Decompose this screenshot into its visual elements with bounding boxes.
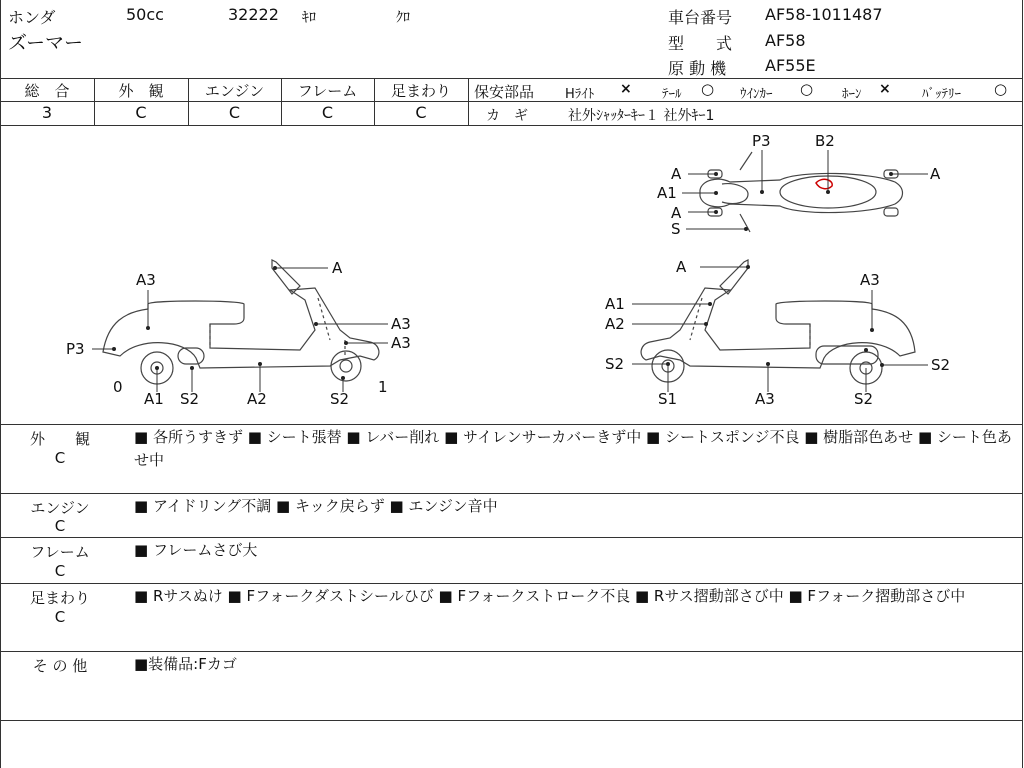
label-left-s2-wheel: S2 — [330, 390, 350, 408]
frame-no: AF58-1011487 — [765, 5, 883, 24]
label-right-a1: A1 — [605, 295, 625, 313]
grade-exterior-value: C — [135, 103, 147, 122]
color: ｸﾛ — [396, 10, 410, 26]
key-label: カ ギ — [486, 108, 528, 124]
section-frame-label: フレーム — [30, 543, 90, 561]
section-exterior-text: ■ 各所うすきず ■ シート張替 ■ レバー削れ ■ サイレンサーカバーきず中 ■ シートスポンジ不良 ■ 樹脂部色あせ ■ シート色あせ中 — [134, 428, 1012, 469]
label-left-a1: A1 — [144, 390, 164, 408]
label-top-a1: A1 — [657, 184, 677, 202]
grade-engine-label: エンジン — [204, 82, 265, 100]
label-left-a3-front: A3 — [391, 315, 411, 333]
label-left-1: 1 — [378, 378, 388, 396]
section-other-text: ■装備品:Fカゴ — [134, 655, 237, 673]
label-top-b2: B2 — [815, 132, 835, 150]
safety-item-winker: ｳｲﾝｶｰ — [740, 87, 773, 102]
label-top-a-right: A — [930, 165, 941, 183]
grade-exterior-label: 外 観 — [118, 82, 164, 100]
label-right-a2: A2 — [605, 315, 625, 333]
safety-item-battery: ﾊﾞｯﾃﾘｰ — [922, 87, 961, 102]
maker: ホンダ — [8, 8, 56, 27]
mileage: 32222 — [228, 5, 279, 24]
section-suspension-label: 足まわり — [29, 589, 90, 607]
section-suspension-grade: C — [54, 608, 66, 626]
label-left-s2-muffler: S2 — [180, 390, 200, 408]
label-right-s2-muffler: S2 — [931, 356, 951, 374]
label-left-a-handle: A — [332, 259, 343, 277]
safety-item-tail: ﾃｰﾙ — [662, 87, 682, 102]
grade-table-mid — [0, 101, 468, 102]
damage-mark-b2 — [816, 179, 832, 188]
type-label: 型 式 — [668, 34, 733, 53]
section-suspension-text: ■ Rサスぬけ ■ Fフォークダストシールひび ■ Fフォークストローク不良 ■ Rサス摺動部さび中 ■ Fフォーク摺動部さび中 — [134, 587, 966, 605]
section-exterior-label: 外 観 — [29, 430, 90, 448]
safety-label: 保安部品 — [474, 83, 535, 101]
key-value: 社外ｼｬｯﾀｰｷｰ１ 社外ｷｰ1 — [568, 108, 715, 124]
frame-right-border — [1022, 0, 1023, 768]
section-engine-grade: C — [54, 517, 66, 535]
label-right-a3-seat: A3 — [860, 271, 880, 289]
section-exterior-grade: C — [54, 449, 66, 467]
grade-suspension-label: 足まわり — [390, 82, 451, 100]
section-frame-grade: C — [54, 562, 66, 580]
mileage-unit: ｷﾛ — [302, 10, 316, 26]
safety-mark-tail: ○ — [701, 80, 715, 98]
label-left-a3-fender: A3 — [391, 334, 411, 352]
label-left-p3: P3 — [66, 340, 85, 358]
scooter-top-view — [700, 152, 903, 232]
grade-table-top — [0, 78, 1023, 79]
safety-mark-battery: ○ — [994, 80, 1008, 98]
grade-overall-value: 3 — [41, 103, 53, 122]
safety-mark-horn: × — [879, 81, 891, 97]
engine-value: AF55E — [765, 56, 816, 75]
safety-item-horn: ﾎｰﾝ — [842, 87, 862, 102]
grade-frame-value: C — [321, 103, 334, 122]
label-right-s2-front: S2 — [605, 355, 625, 373]
displacement: 50cc — [126, 5, 164, 24]
label-right-a3-floor: A3 — [755, 390, 775, 408]
label-top-p3: P3 — [752, 132, 771, 150]
label-right-a-handle: A — [676, 258, 687, 276]
damage-diagram — [0, 126, 1022, 424]
label-top-s: S — [671, 220, 681, 238]
type-value: AF58 — [765, 31, 806, 50]
model-name: ズーマー — [8, 32, 84, 54]
label-top-a-lower: A — [671, 204, 682, 222]
safety-mark-headlight: × — [620, 81, 632, 97]
section-engine-label: エンジン — [30, 499, 90, 517]
frame-no-label: 車台番号 — [668, 8, 733, 27]
label-top-a-left: A — [671, 165, 682, 183]
section-frame-text: ■ フレームさび大 — [134, 541, 258, 559]
section-engine-text: ■ アイドリング不調 ■ キック戻らず ■ エンジン音中 — [134, 497, 498, 515]
section-other-label: そ の 他 — [32, 657, 88, 675]
grade-overall-label: 総 合 — [24, 82, 70, 100]
engine-label: 原 動 機 — [668, 59, 727, 78]
label-left-0: 0 — [113, 378, 123, 396]
label-left-a2: A2 — [247, 390, 267, 408]
grade-frame-label: フレーム — [297, 82, 358, 100]
grade-engine-value: C — [228, 103, 241, 122]
label-right-s1: S1 — [658, 390, 678, 408]
label-left-a3-seat: A3 — [136, 271, 156, 289]
grade-suspension-value: C — [415, 103, 427, 122]
safety-item-headlight: Hﾗｲﾄ — [565, 87, 595, 102]
safety-mark-winker: ○ — [800, 80, 814, 98]
label-right-s2-rear: S2 — [854, 390, 874, 408]
